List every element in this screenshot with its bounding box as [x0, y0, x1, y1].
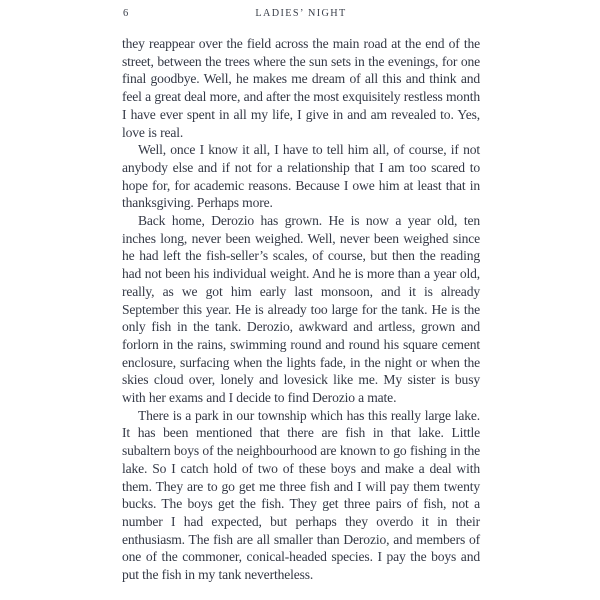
page-body [122, 35, 480, 584]
paragraph: Back home, Derozio has grown. He is now a year old, ten inches long, never been weighed. Well, never been weighed since he had left the fish-seller’s scales, of course, but then the reading had not been his individual weight. And he is more than a year old, really, as we got him early last monsoon, and it is already September this year. He is already too large for the tank. He is the only fish in the tank. Derozio, awkward and artless, grown and forlorn in the rains, swimming round and round his square cement enclosure, surfacing when the lights fade, in the night or when the skies cloud over, lonely and lovesick like me. My sister is busy with her exams and I decide to find Derozio a mate. [122, 213, 480, 406]
paragraph: they reappear over the field across the main road at the end of the street, between the trees where the sun sets in the evenings, for one final goodbye. Well, he makes me dream of all this and think and feel a great deal more, and after the most exquisitely restless month I have ever spent in all my life, I give in and am revealed to. Yes, love is real. [122, 36, 480, 140]
paragraph: There is a park in our township which has this really large lake. It has been mentioned that there are fish in that lake. Little subaltern boys of the neighbourhood are known to go fishing in the lake. So I catch hold of two of these boys and make a deal with them. They are to go get me three fish and I will pay them twenty bucks. The boys get the fish. They get three pairs of fish, not a number I had expected, but perhaps they overdo it in their enthusiasm. The fish are all smaller than Derozio, and members of one of the commoner, conical-headed species. I pay the boys and put the fish in my tank nevertheless. [122, 407, 480, 583]
paragraph: Well, once I know it all, I have to tell him all, of course, if not anybody else and if not for a relationship that I am too scared to hope for, for academic reasons. Because I owe him at least that in thanksgiving. Perhaps more. [122, 142, 480, 211]
running-head-title: LADIES’ NIGHT [255, 8, 347, 19]
page-header [122, 8, 480, 20]
page-content [122, 8, 480, 584]
page-number: 6 [123, 8, 129, 19]
